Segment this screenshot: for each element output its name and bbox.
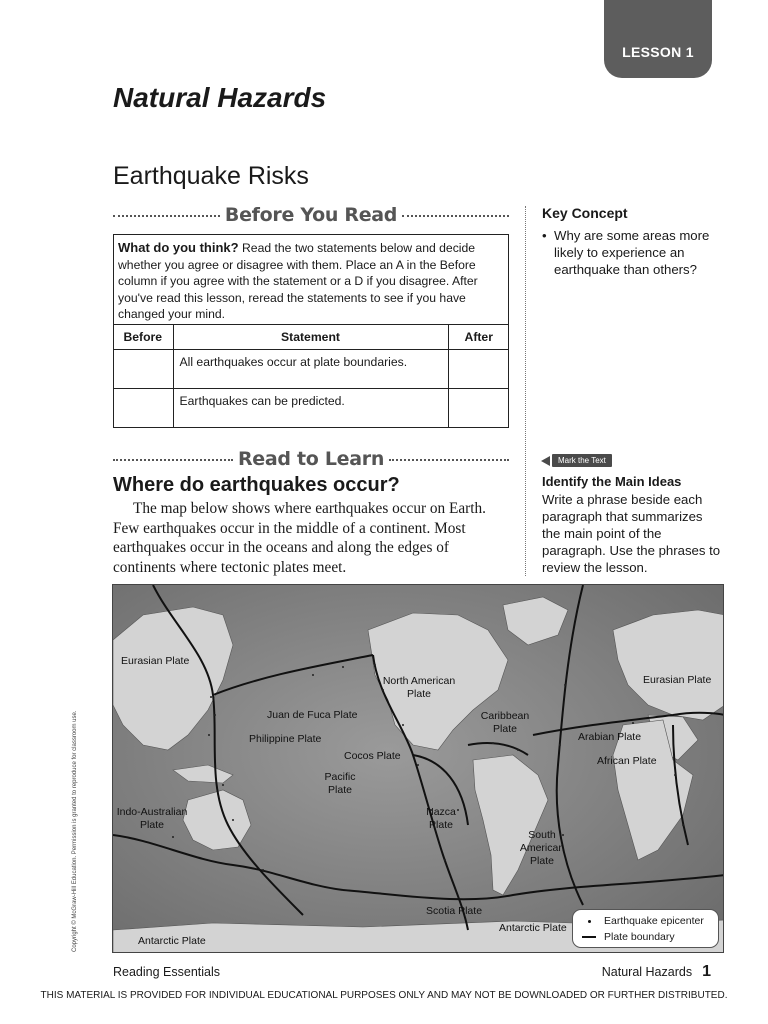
column-divider: [525, 206, 526, 576]
legend-label: Plate boundary: [604, 931, 675, 943]
section-label: Before You Read: [224, 204, 398, 226]
footer-chapter: [602, 963, 711, 981]
table-row: [113, 350, 509, 389]
mark-the-text-badge: [541, 453, 612, 468]
map-legend: [572, 909, 719, 948]
dotted-rule: [389, 459, 509, 461]
after-cell[interactable]: [448, 350, 509, 389]
page-subtitle: Earthquake Risks: [113, 162, 309, 190]
lesson-tab: [604, 0, 712, 78]
lesson-label: LESSON 1: [622, 44, 694, 60]
table-row: [113, 389, 509, 428]
anticipation-prompt: [118, 240, 504, 323]
badge-label: Mark the Text: [552, 454, 612, 467]
main-ideas-title: Identify the Main Ideas: [542, 474, 682, 489]
statement-cell: Earthquakes can be predicted.: [173, 389, 448, 428]
plate-label: Eurasian Plate: [643, 674, 712, 686]
page-title: Natural Hazards: [113, 82, 327, 113]
section-label: Read to Learn: [237, 448, 385, 470]
key-concept-title: Key Concept: [542, 205, 628, 221]
prompt-bold: What do you think?: [118, 240, 239, 255]
main-ideas-body: Write a phrase beside each paragraph that summarizes the main point of the paragraph. Use the phrases to review the lesson.: [542, 492, 721, 575]
body-paragraph: The map below shows where earthquakes occur on Earth. Few earthquakes occur in the middle of a continent. Most earthquakes occur in the oceans and along the edges of continents where tectonic plates meet.: [113, 500, 486, 576]
key-concept-item: • Why are some areas more likely to experience an earthquake than others?: [542, 227, 722, 278]
prompt-text: Read the two statements below and decide whether you agree or disagree with them. Place an A in the Before column if you agree with the statement or a D if you disagree. After you've read this lesson, reread the statements to see if you have changed your mind.: [118, 241, 478, 321]
page-number: 1: [702, 963, 711, 980]
column-header: Before: [113, 325, 173, 350]
plate-label: Cocos Plate: [344, 750, 401, 762]
boundary-line-icon: [581, 936, 597, 938]
map-graphic: [113, 585, 724, 953]
before-you-read-heading: [113, 203, 509, 227]
plate-label: Pacific Plate: [324, 771, 356, 796]
legend-boundary: [581, 931, 675, 943]
legend-label: Earthquake epicenter: [604, 915, 704, 927]
plate-label: Indo-Australian Plate: [116, 806, 188, 831]
read-to-learn-heading: [113, 447, 509, 471]
plate-label: North American Plate: [382, 675, 456, 700]
copyright-notice: Copyright © McGraw-Hill Education. Permission is granted to reproduce for classroom use.: [72, 710, 78, 952]
legend-epicenter: [581, 915, 704, 927]
column-header: Statement: [173, 325, 448, 350]
pencil-tip-icon: [541, 456, 550, 466]
before-cell[interactable]: [113, 350, 173, 389]
plate-label: Philippine Plate: [249, 733, 322, 745]
plate-label: African Plate: [597, 755, 657, 767]
anticipation-box: [113, 234, 509, 428]
distribution-disclaimer: THIS MATERIAL IS PROVIDED FOR INDIVIDUAL EDUCATIONAL PURPOSES ONLY AND MAY NOT BE DOWNLOADED OR FURTHER DISTRIBUTED.: [40, 990, 728, 1001]
dotted-rule: [113, 215, 220, 217]
plate-label: Juan de Fuca Plate: [267, 709, 358, 721]
plate-label: Antarctic Plate: [499, 922, 567, 934]
dotted-rule: [402, 215, 509, 217]
table-header-row: [113, 325, 509, 350]
plate-label: Caribbean Plate: [480, 710, 530, 735]
plate-map: [112, 584, 724, 953]
plate-label: Antarctic Plate: [138, 935, 206, 947]
plate-label: Scotia Plate: [426, 905, 483, 917]
after-cell[interactable]: [448, 389, 509, 428]
plate-label: Arabian Plate: [578, 731, 642, 743]
plate-label: South American Plate: [519, 829, 565, 867]
column-header: After: [448, 325, 509, 350]
plate-label: Eurasian Plate: [121, 655, 190, 667]
before-cell[interactable]: [113, 389, 173, 428]
statement-cell: All earthquakes occur at plate boundaries.: [173, 350, 448, 389]
footer-chapter-title: Natural Hazards: [601, 965, 693, 979]
epicenter-dot-icon: [581, 920, 597, 923]
footer-book-title: Reading Essentials: [113, 965, 221, 979]
plate-label: Nazca Plate: [426, 806, 456, 831]
anticipation-table: [113, 324, 509, 428]
dotted-rule: [113, 459, 233, 461]
section-question: Where do earthquakes occur?: [113, 474, 400, 496]
